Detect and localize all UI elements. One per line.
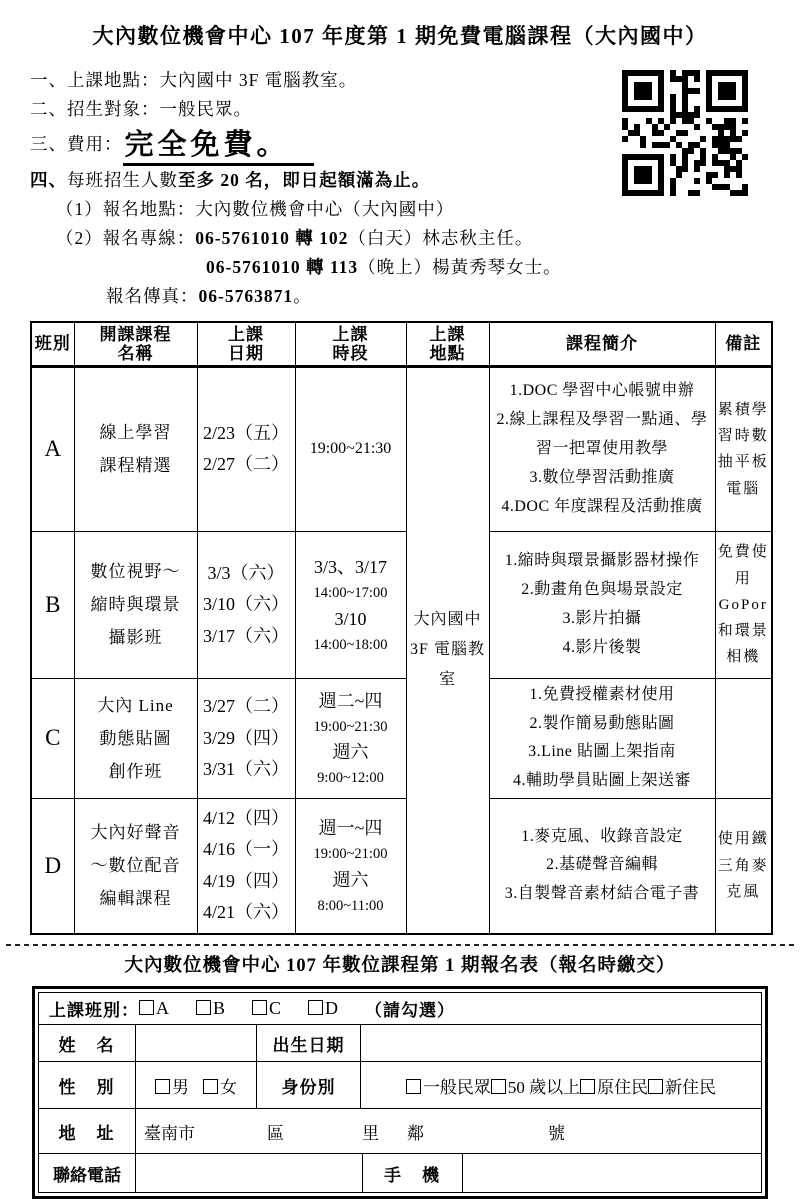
class-select-row — [39, 993, 761, 1024]
col-header-course-name: 開課課程 名稱 — [74, 322, 197, 367]
registration-form — [32, 986, 768, 1199]
col-header-remark: 備註 — [715, 322, 772, 367]
checkbox-indigenous[interactable] — [580, 1079, 595, 1094]
col-header-intro: 課程簡介 — [489, 322, 715, 367]
identity-options — [360, 1062, 761, 1108]
course-remark: 免費使用GoPor和環景相機 — [715, 531, 772, 678]
course-row-A — [31, 366, 772, 531]
checkbox-new-resident[interactable] — [648, 1079, 663, 1094]
identity-option-general[interactable]: 一般民眾 — [406, 1073, 491, 1098]
course-name: 大內好聲音 ～數位配音 編輯課程 — [74, 799, 197, 934]
free-highlight: 完全免費。 — [123, 130, 314, 166]
course-times: 19:00~21:30 — [295, 366, 406, 531]
note-fax: 報名傳真：06-5763871。 — [106, 285, 312, 306]
course-dates: 3/3（六） 3/10（六） 3/17（六） — [197, 531, 295, 678]
registration-form-title: 大內數位機會中心 107 年數位課程第 1 期報名表（報名時繳交） — [124, 956, 676, 977]
qr-code — [622, 70, 748, 196]
course-location: 大內國中 3F 電腦教室 — [406, 366, 489, 933]
course-name: 大內 Line 動態貼圖 創作班 — [74, 678, 197, 798]
course-name: 線上學習 課程精選 — [74, 366, 197, 531]
class-id: A — [31, 366, 74, 531]
identity-option-over50[interactable]: 50 歲以上 — [491, 1073, 580, 1098]
checkbox-class-C[interactable] — [252, 1000, 267, 1015]
note-signup-location: （1）報名地點：大內數位機會中心（大內國中） — [56, 198, 455, 219]
phone-label: 聯絡電話 — [53, 1165, 121, 1185]
address-label: 地 址 — [58, 1123, 116, 1143]
course-dates: 3/27（二） 3/29（四） 3/31（六） — [197, 678, 295, 798]
mobile-field[interactable] — [462, 1154, 761, 1192]
mobile-label: 手 機 — [362, 1154, 462, 1192]
class-id: D — [31, 799, 74, 934]
course-intro: 1.縮時與環景攝影器材操作 2.動畫角色與場景設定 3.影片拍攝 4.影片後製 — [489, 531, 715, 678]
class-select-label: 上課班別： — [49, 1001, 139, 1021]
course-intro: 1.免費授權素材使用 2.製作簡易動態貼圖 3.Line 貼圖上架指南 4.輔助學員貼圖上架送審 — [489, 678, 715, 798]
course-times: 週一~四 19:00~21:00 週六 8:00~11:00 — [295, 799, 406, 934]
gender-option-female[interactable]: 女 — [203, 1073, 237, 1098]
class-option-C[interactable]: C — [252, 998, 281, 1019]
checkbox-class-D[interactable] — [308, 1000, 323, 1015]
class-select-hint: （請勾選） — [365, 1001, 456, 1021]
checkbox-male[interactable] — [155, 1079, 170, 1094]
phone-field[interactable] — [135, 1154, 362, 1192]
class-id: C — [31, 678, 74, 798]
col-header-date: 上課 日期 — [197, 322, 295, 367]
checkbox-class-A[interactable] — [139, 1000, 154, 1015]
course-table — [30, 321, 773, 935]
course-row-C — [31, 678, 772, 798]
course-row-B — [31, 531, 772, 678]
course-row-D — [31, 799, 772, 934]
checkbox-over-50[interactable] — [491, 1079, 506, 1094]
address-field[interactable]: 臺南市 區 里 鄰 號 — [135, 1109, 761, 1153]
course-intro: 1.DOC 學習中心帳號申辦 2.線上課程及學習一點通、學習一把罩使用教學 3.數位學習活動推廣 4.DOC 年度課程及活動推廣 — [489, 366, 715, 531]
class-id: B — [31, 531, 74, 678]
name-field[interactable] — [135, 1025, 256, 1061]
gender-option-male[interactable]: 男 — [155, 1073, 189, 1098]
note-fee: 三、費用：完全免費。 — [30, 124, 770, 166]
course-remark: 使用鐵三角麥克風 — [715, 799, 772, 934]
course-remark — [715, 678, 772, 798]
class-option-D[interactable]: D — [308, 998, 338, 1019]
identity-option-new-resident[interactable]: 新住民 — [648, 1073, 716, 1098]
gender-label: 性 別 — [58, 1077, 116, 1097]
note-location: 一、上課地點：大內國中 3F 電腦教室。 — [30, 70, 358, 90]
course-name: 數位視野～ 縮時與環景 攝影班 — [74, 531, 197, 678]
course-remark: 累積學習時數抽平板電腦 — [715, 366, 772, 531]
identity-label: 身份別 — [256, 1062, 360, 1108]
course-intro: 1.麥克風、收錄音設定 2.基礎聲音編輯 3.自製聲音素材結合電子書 — [489, 799, 715, 934]
identity-option-indigenous[interactable]: 原住民 — [580, 1073, 648, 1098]
course-times: 3/3、3/17 14:00~17:00 3/10 14:00~18:00 — [295, 531, 406, 678]
page-title: 大內數位機會中心 107 年度第 1 期免費電腦課程（大內國中） — [92, 24, 708, 48]
course-dates: 2/23（五） 2/27（二） — [197, 366, 295, 531]
note-audience: 二、招生對象：一般民眾。 — [30, 99, 252, 119]
col-header-class: 班別 — [31, 322, 74, 367]
birth-date-label: 出生日期 — [256, 1025, 360, 1061]
checkbox-general-public[interactable] — [406, 1079, 421, 1094]
name-row — [39, 1024, 761, 1061]
checkbox-class-B[interactable] — [196, 1000, 211, 1015]
col-header-location: 上課 地點 — [406, 322, 489, 367]
birth-date-field[interactable] — [360, 1025, 761, 1061]
checkbox-female[interactable] — [203, 1079, 218, 1094]
col-header-time: 上課 時段 — [295, 322, 406, 367]
note-signup-phone-night: 06-5761010 轉 113（晚上）楊黃秀琴女士。 — [206, 256, 562, 277]
note-signup-phone-day: （2）報名專線：06-5761010 轉 102（白天）林志秋主任。 — [56, 227, 534, 248]
address-row — [39, 1108, 761, 1153]
gender-row — [39, 1061, 761, 1108]
phone-row — [39, 1153, 761, 1192]
note-quota: 四、每班招生人數至多 20 名，即日起額滿為止。 — [30, 169, 431, 190]
course-times: 週二~四 19:00~21:30 週六 9:00~12:00 — [295, 678, 406, 798]
cut-line-divider — [6, 944, 794, 947]
course-table-header-row — [31, 322, 772, 367]
class-option-B[interactable]: B — [196, 998, 225, 1019]
name-label: 姓 名 — [58, 1035, 116, 1055]
class-option-A[interactable]: A — [139, 998, 169, 1019]
course-dates: 4/12（四） 4/16（一） 4/19（四） 4/21（六） — [197, 799, 295, 934]
